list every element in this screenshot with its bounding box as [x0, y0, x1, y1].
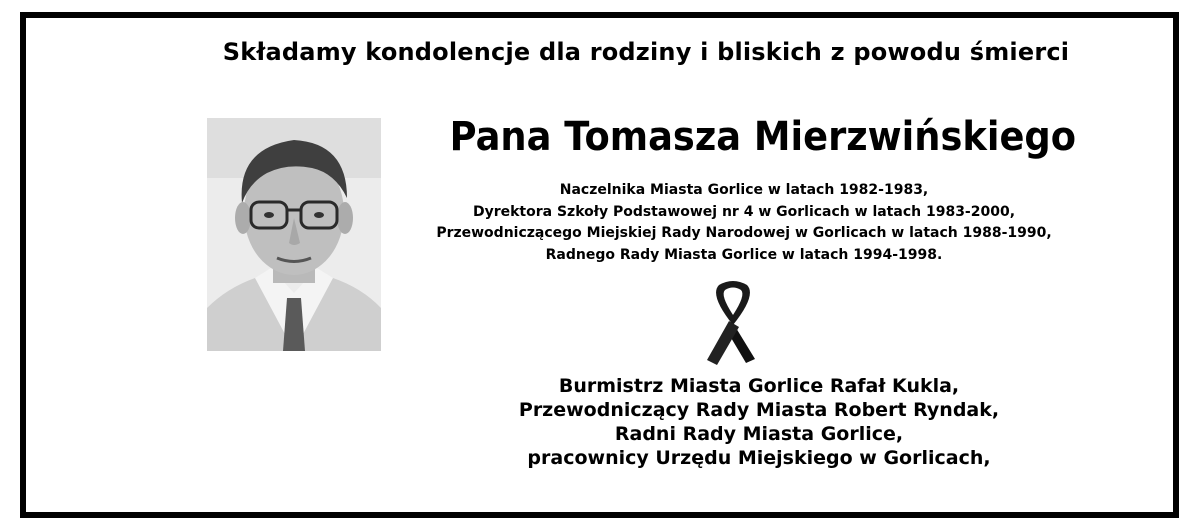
deceased-name: Pana Tomasza Mierzwińskiego	[449, 114, 1077, 160]
portrait-photo	[207, 118, 381, 351]
roles-list	[424, 180, 1064, 266]
signer-line: Radni Rady Miasta Gorlice,	[614, 423, 904, 445]
role-line: Radnego Rady Miasta Gorlice w latach 1994-1998.	[545, 246, 943, 263]
signer-line: pracownicy Urzędu Miejskiego w Gorlicach,	[527, 447, 991, 469]
signer-line: Przewodniczący Rady Miasta Robert Ryndak,	[518, 399, 1000, 421]
role-line: Naczelnika Miasta Gorlice w latach 1982-1983,	[559, 182, 929, 198]
notice-frame	[20, 12, 1179, 518]
role-line: Dyrektora Szkoły Podstawowej nr 4 w Gorlicach w latach 1983-2000,	[472, 203, 1016, 220]
signers-list	[424, 374, 1094, 470]
role-line: Przewodniczącego Miejskiej Rady Narodowej w Gorlicach w latach 1988-1990,	[436, 225, 1052, 241]
mourning-ribbon-icon	[703, 281, 763, 367]
condolence-headline: Składamy kondolencje dla rodziny i bliskich z powodu śmierci	[222, 38, 1070, 66]
signer-line: Burmistrz Miasta Gorlice Rafał Kukla,	[558, 375, 960, 397]
